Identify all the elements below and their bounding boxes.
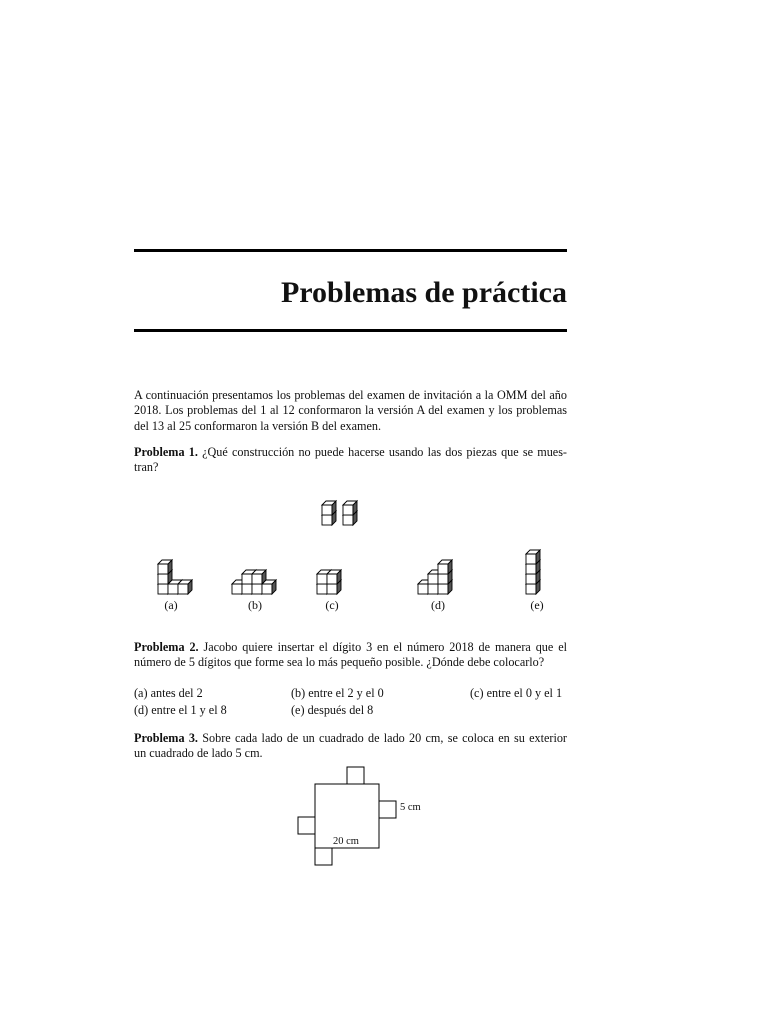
small-square-bottom (315, 848, 332, 865)
intro-line: A continuación presentamos los problemas del examen de invitación a la OMM del año (134, 388, 567, 402)
problem-2-label: Problema 2. (134, 640, 199, 654)
intro-line: del 13 al 25 conformaron la versión B del examen. (134, 418, 382, 433)
problem-2-text-cont: número de 5 dígitos que forme sea lo más pequeño posible. ¿Dónde debe colocarlo? (134, 655, 545, 670)
small-square-right (379, 801, 396, 818)
caption-d: (d) (431, 598, 445, 612)
problem-3-label: Problema 3. (134, 731, 198, 745)
small-square-left (298, 817, 315, 834)
option-b: (b) entre el 2 y el 0 (291, 686, 384, 700)
small-side-label: 5 cm (400, 802, 421, 813)
problem-3-text: Sobre cada lado de un cuadrado de lado 20 cm, se coloca en su exterior (202, 731, 567, 745)
caption-e: (e) (530, 598, 544, 612)
option-e: (e) después del 8 (291, 703, 374, 717)
problem-3-text-cont: un cuadrado de lado 5 cm. (134, 746, 263, 761)
chapter-title: Problemas de práctica (280, 276, 567, 309)
caption-b: (b) (248, 598, 262, 612)
caption-c: (c) (325, 598, 339, 612)
option-d: (d) entre el 1 y el 8 (134, 703, 227, 717)
option-c: (c) entre el 0 y el 1 (470, 686, 563, 700)
problem-1-text: ¿Qué construcción no puede hacerse usando las dos piezas que se mues- (202, 445, 567, 459)
intro-line: 2018. Los problemas del 1 al 12 conformaron la versión A del examen y los problemas (134, 403, 567, 418)
problem-1-text-cont: tran? (134, 460, 159, 475)
small-square-top (347, 767, 364, 784)
caption-a: (a) (164, 598, 178, 612)
problem-2-text: Jacobo quiere insertar el dígito 3 en el número 2018 de manera que el (203, 640, 567, 654)
big-side-label: 20 cm (333, 836, 359, 847)
option-a: (a) antes del 2 (134, 686, 203, 700)
problem-1-label: Problema 1. (134, 445, 198, 459)
